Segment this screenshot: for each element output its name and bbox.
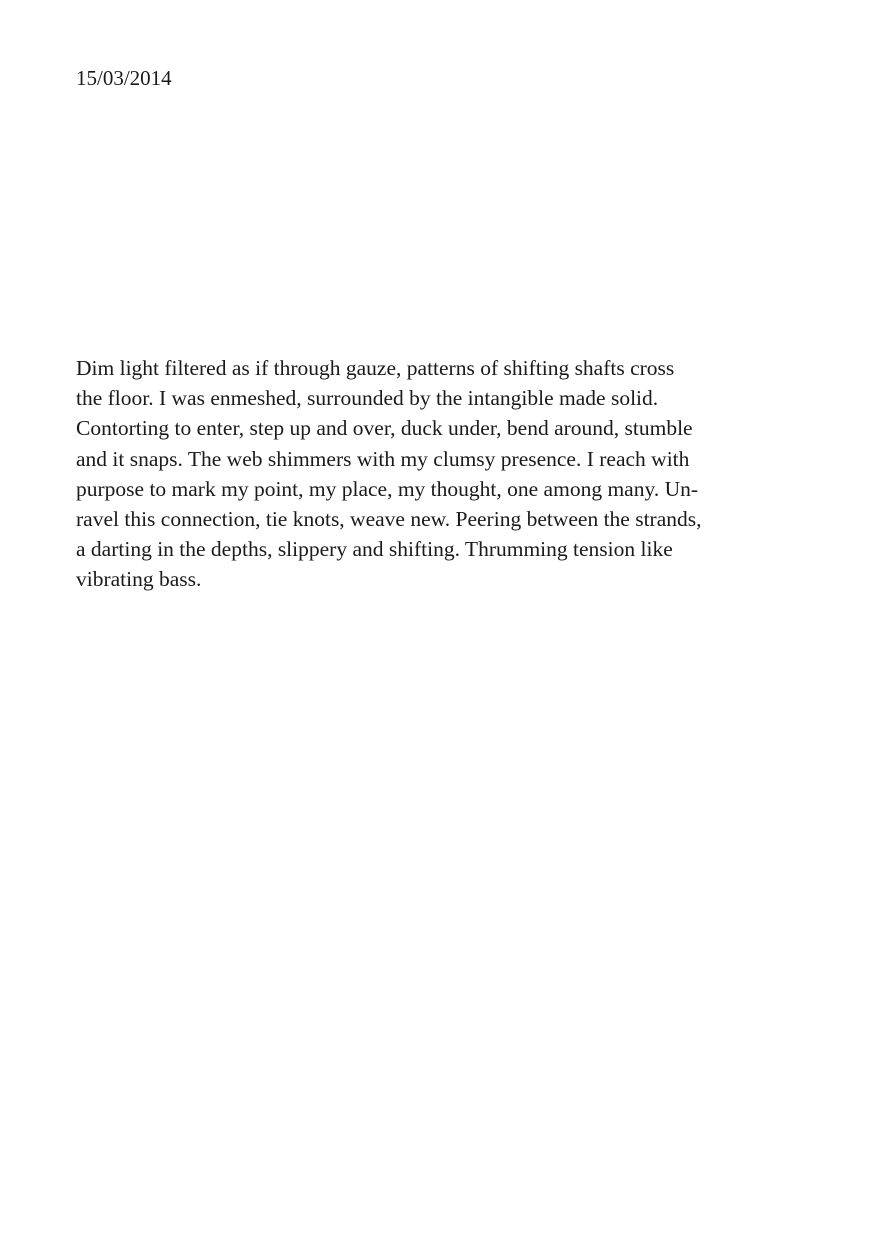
paragraph-line: Contorting to enter, step up and over, duck under, bend around, stumble	[76, 416, 693, 441]
entry-date: 15/03/2014	[76, 66, 172, 90]
paragraph-line: Dim light filtered as if through gauze, patterns of shifting shafts cross	[76, 356, 675, 380]
paragraph-line: ravel this connection, tie knots, weave new. Peering between the strands,	[76, 507, 702, 532]
paragraph-line: the floor. I was enmeshed, surrounded by the intangible made solid.	[76, 386, 659, 411]
paragraph-line: and it snaps. The web shimmers with my clumsy presence. I reach with	[76, 446, 690, 471]
paragraph-line: a darting in the depths, slippery and shifting. Thrumming tension like	[76, 537, 673, 562]
paragraph-line: purpose to mark my point, my place, my thought, one among many. Un-	[76, 476, 698, 501]
body-paragraph	[76, 353, 836, 595]
paragraph-line: vibrating bass.	[76, 567, 202, 592]
